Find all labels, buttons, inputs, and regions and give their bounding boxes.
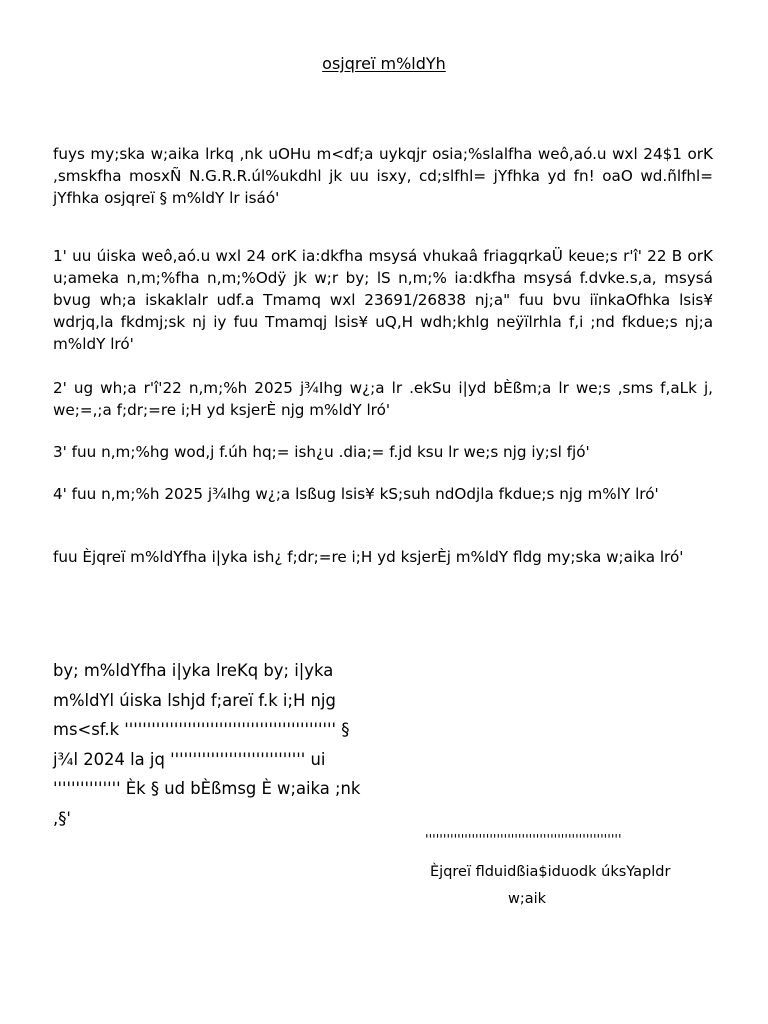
certification-line: m%ldYl úiska lshjd f;areï f.k i;H njg: [53, 690, 336, 710]
paragraph-4: 4' fuu n,m;%h 2025 j¾Ihg w¿;a lsßug lsis¥ kS;suh ndOdjla fkdue;s njg m%lY lró': [53, 485, 659, 503]
certification-line: j¾l 2024 la jq '''''''''''''''''''''''''''''' ui: [53, 749, 326, 769]
paragraph-2: 2' ug wh;a r'î'22 n,m;%h 2025 j¾Ihg w¿;a lr .ekSu i|yd bÈßm;a lr we;s ,sms f,aLk j, we;=,;a f;dr;=re i;H yd ksjerÈ njg m%ldY lró': [53, 379, 713, 419]
paragraph-1: 1' uu úiska weô,aó.u wxl 24 orK ia:dkfha msysá vhukaâ friagqrkaÜ keue;s r'î' 22 B orK u;ameka n,m;%fha n,m;%Odÿ jk w;r by; lS n,m;% ia:dkfha msysá f.dvke.s,a, msysá bvug wh;a iskaklalr udf.a Tmamq wxl 23691/26838 nj;a" fuu bvu iïnkaOfhka lsis¥ wdrjq,la fkdmj;sk nj iy fuu Tmamqj lsis¥ uQ,H wdh;khlg neÿïlrhla f,i ;nd fkdue;s nj;a m%ldY lró': [53, 247, 713, 353]
signatory-title: Èjqreï flduidßia$iduodk úksYapldr: [430, 864, 671, 880]
intro-paragraph: fuys my;ska w;aika lrkq ,nk uOHu m<df;a uykqjr osia;%slalfha weô,aó.u wxl 24$1 orK ,smskfha mosxÑ N.G.R.R.úl%ukdhl jk uu isxy, cd;slfhl= jYfhka yd fn! oaO wd.ñlfhl= jYfhka osjqreï § m%ldY lr isáó': [53, 145, 713, 207]
certification-block: [53, 656, 398, 833]
signatory-role: w;aik: [508, 891, 547, 907]
certification-line: ,§': [53, 808, 71, 828]
certification-line: ''''''''''''''' Èk § ud bÈßmsg È w;aika ;nk: [53, 779, 361, 798]
signature-line: ''''''''''''''''''''''''''''''''''''''''''''''''''''''': [425, 833, 622, 848]
certification-line: by; m%ldYfha i|yka lreKq by; i|yka: [53, 661, 334, 680]
closing-paragraph: fuu Èjqreï m%ldYfha i|yka ish¿ f;dr;=re i;H yd ksjerÈj m%ldY fldg my;ska w;aika lró': [53, 548, 684, 566]
page-title: osjqreï m%ldYh: [322, 54, 446, 73]
paragraph-3: 3' fuu n,m;%hg wod,j f.úh hq;= ish¿u .dia;= f.jd ksu lr we;s njg iy;sl fjó': [53, 443, 590, 461]
certification-line: ms<sf.k ''''''''''''''''''''''''''''''''''''''''''''''' §: [53, 720, 350, 739]
